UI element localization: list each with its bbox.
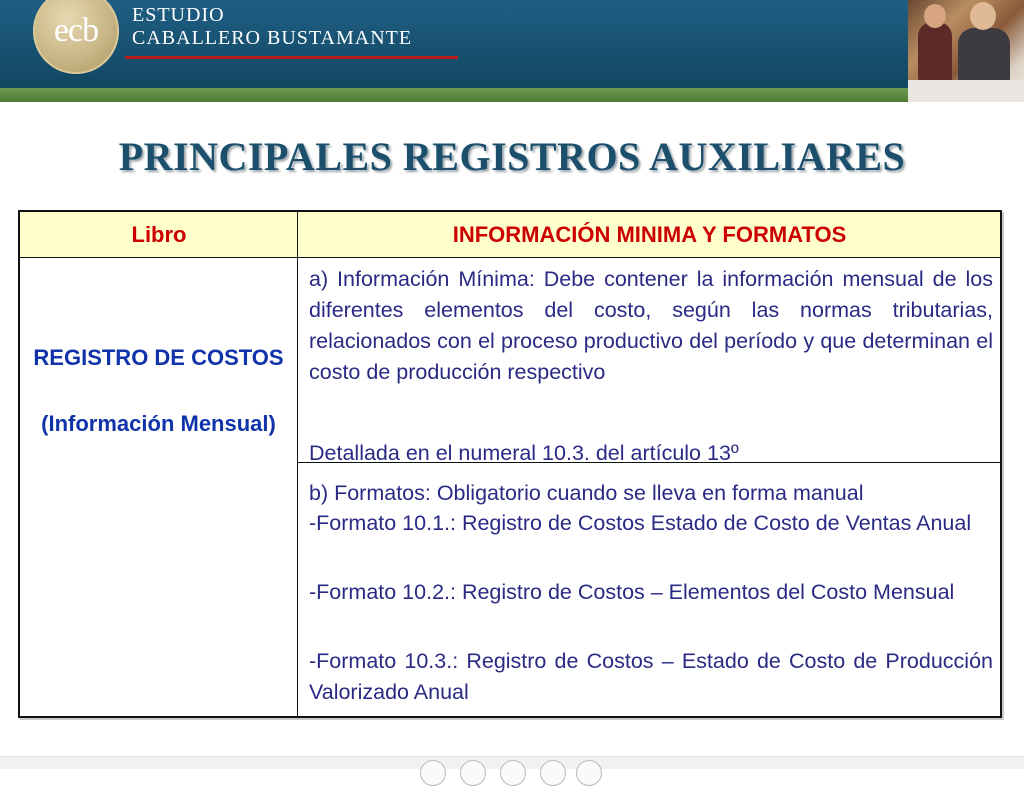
slide-nav-button[interactable] (540, 760, 566, 786)
slide-nav-button[interactable] (576, 760, 602, 786)
slide-nav-button[interactable] (500, 760, 526, 786)
column-header-info: INFORMACIÓN MINIMA Y FORMATOS (452, 222, 847, 247)
formatos-intro-text: b) Formatos: Obligatorio cuando se lleva en forma manual (309, 481, 864, 505)
firm-name-line2: CABALLERO BUSTAMANTE (132, 27, 413, 49)
page-title: PRINCIPALES REGISTROS AUXILIARES (118, 134, 906, 179)
formato-item: -Formato 10.1.: Registro de Costos Estado de Costo de Ventas Anual (309, 511, 972, 535)
header-banner (0, 0, 1024, 90)
book-cell (20, 258, 297, 716)
firm-name-line1: ESTUDIO (132, 4, 225, 26)
book-name: REGISTRO DE COSTOS (33, 345, 284, 370)
book-subtitle: (Información Mensual) (41, 411, 276, 436)
column-divider (297, 212, 298, 716)
info-detalle-text: Detallada en el numeral 10.3. del artículo 13º (309, 441, 739, 465)
logo-text: ecb (53, 12, 99, 49)
header-green-stripe (0, 88, 1024, 102)
column-header-libro: Libro (131, 222, 187, 247)
slide-nav-button[interactable] (420, 760, 446, 786)
header-photo (908, 0, 1024, 102)
firm-underline (125, 56, 458, 59)
registers-table (18, 210, 1002, 718)
table-header-row (20, 212, 1000, 258)
info-minima-text: a) Información Mínima: Debe contener la información mensual de los diferentes elementos del costo, según las normas tributarias, relacionados con el proceso productivo del período y que determinan el costo de producción respectivo (309, 267, 993, 384)
slide-nav-button[interactable] (460, 760, 486, 786)
formato-item: -Formato 10.2.: Registro de Costos – Elementos del Costo Mensual (309, 580, 955, 604)
formato-item: -Formato 10.3.: Registro de Costos – Estado de Costo de Producción Valorizado Anual (309, 649, 993, 704)
